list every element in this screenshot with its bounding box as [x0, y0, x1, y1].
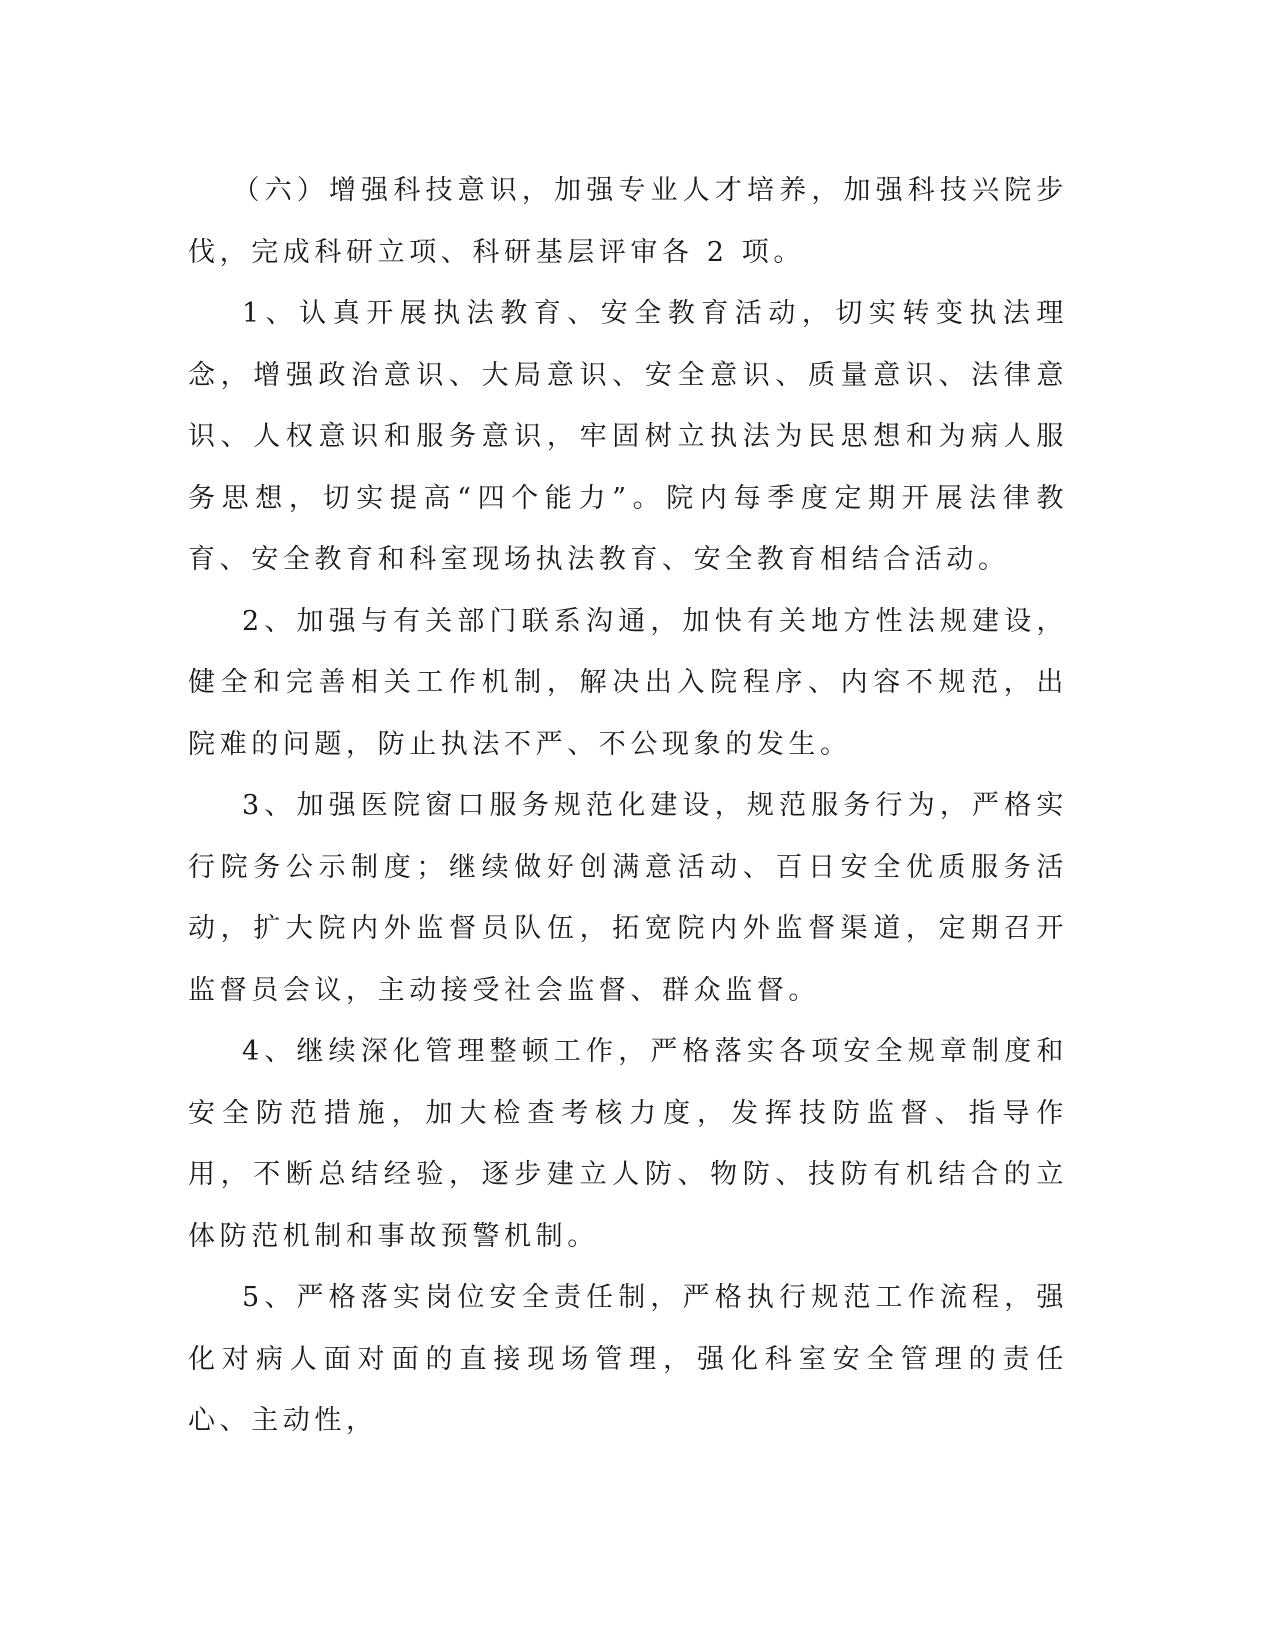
paragraph-item-2: 2、加强与有关部门联系沟通，加快有关地方性法规建设，健全和完善相关工作机制，解决出入院程序、内容不规范，出院难的问题，防止执法不严、不公现象的发生。 — [188, 605, 1068, 760]
paragraph-section-six: （六）增强科技意识，加强专业人才培养，加强科技兴院步伐，完成科研立项、科研基层评审各 2 项。 — [188, 175, 1068, 268]
document-body — [188, 160, 1068, 1452]
paragraph-item-4: 4、继续深化管理整顿工作，严格落实各项安全规章制度和安全防范措施，加大检查考核力度，发挥技防监督、指导作用，不断总结经验，逐步建立人防、物防、技防有机结合的立体防范机制和事故预警机制。 — [188, 1036, 1068, 1252]
paragraph-item-1: 1、认真开展执法教育、安全教育活动，切实转变执法理念，增强政治意识、大局意识、安全意识、质量意识、法律意识、人权意识和服务意识，牢固树立执法为民思想和为病人服务思想，切实提高“四个能力”。院内每季度定期开展法律教育、安全教育和科室现场执法教育、安全教育相结合活动。 — [188, 298, 1068, 575]
paragraph-item-3: 3、加强医院窗口服务规范化建设，规范服务行为，严格实行院务公示制度；继续做好创满意活动、百日安全优质服务活动，扩大院内外监督员队伍，拓宽院内外监督渠道，定期召开监督员会议，主动接受社会监督、群众监督。 — [188, 790, 1068, 1006]
paragraph-item-5: 5、严格落实岗位安全责任制，严格执行规范工作流程，强化对病人面对面的直接现场管理，强化科室安全管理的责任心、主动性， — [188, 1282, 1068, 1436]
